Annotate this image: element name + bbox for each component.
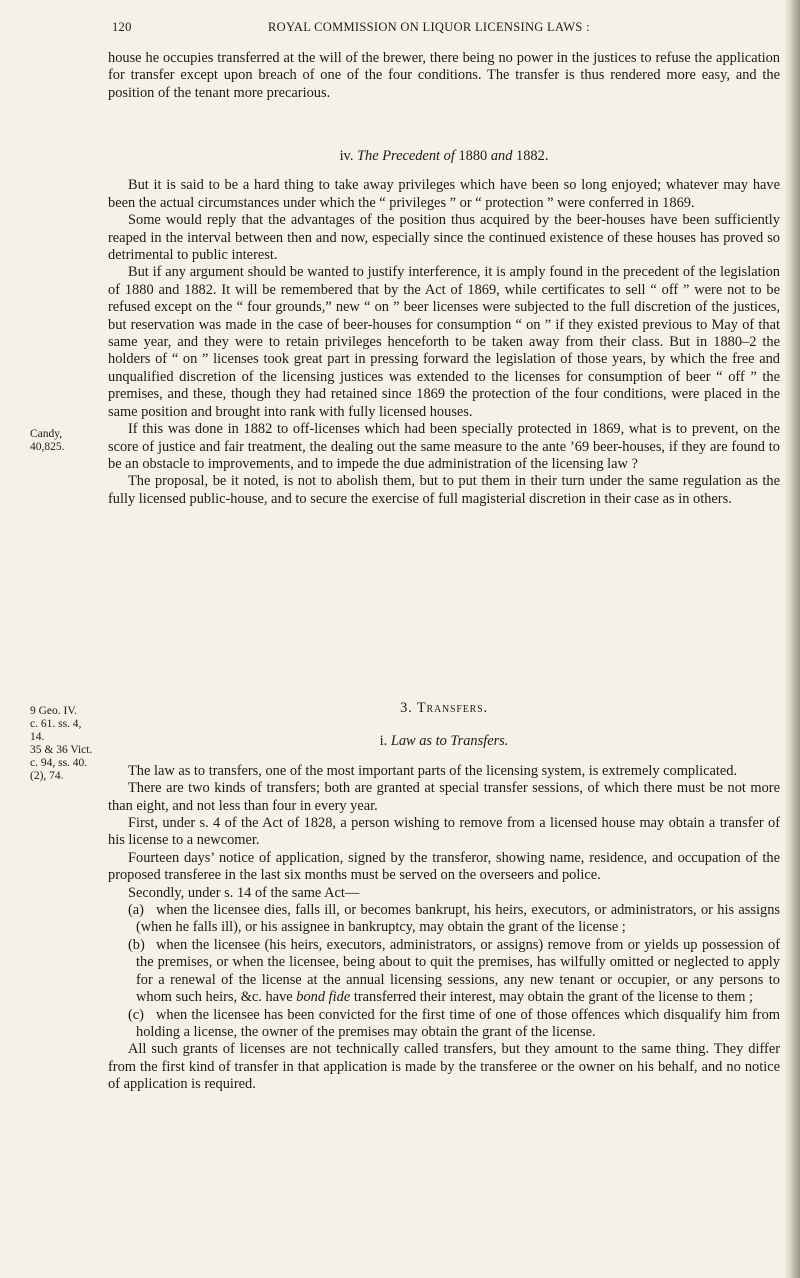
- list-item-label: (a): [128, 902, 144, 919]
- section-iv-paragraph: But it is said to be a hard thing to take away privileges which have been so long enjoyed; whatever may have been the actual circumstances under which the “ privileges ” or “ protection ” were conferred in 1869.: [108, 177, 780, 211]
- section-iv-title-5: 1882.: [516, 148, 549, 164]
- page-number: 120: [112, 20, 132, 34]
- list-item: [108, 1007, 780, 1042]
- transfers-paragraph: There are two kinds of transfers; both are granted at special transfer sessions, of which there must be not more than eight, and not less than four in every year.: [108, 780, 780, 814]
- margin-note-statutes: [30, 705, 106, 783]
- list-item-italic: bond fide: [296, 989, 351, 1006]
- list-item-text: transferred their interest, may obtain the grant of the license to them ;: [353, 989, 754, 1006]
- section-iv-numeral: iv.: [339, 148, 354, 164]
- conditions-list: [108, 902, 780, 1041]
- list-item-text: when the licensee dies, falls ill, or becomes bankrupt, his heirs, executors, or administrators, or his assigns (when he falls ill), or his assignee in bankruptcy, may obtain the grant of the license ;: [136, 902, 780, 936]
- transfers-heading-text: Transfers.: [416, 700, 488, 716]
- transfers-heading: [108, 700, 780, 717]
- margin-note-line: Candy,: [30, 428, 63, 440]
- intro-paragraph: house he occupies transferred at the will of the brewer, there being no power in the justices to refuse the application for transfer except upon breach of one of the four conditions. The transfer is thus rendered more easy, and the position of the tenant more precarious.: [108, 50, 780, 101]
- margin-note-line: 40,825.: [30, 441, 65, 453]
- transfers-paragraph: The law as to transfers, one of the most important parts of the licensing system, is extremely complicated.: [128, 762, 738, 779]
- section-iv-paragraph: But if any argument should be wanted to justify interference, it is amply found in the precedent of the legislation of 1880 and 1882. It will be remembered that by the Act of 1869, while certificates to sell “ off ” were not to be refused except on the “ four grounds,” new “ on ” beer licenses were subjected to the full discretion of the justices, but reservation was made in the case of beer-houses for consumption “ on ” if they existed previous to May of that same year, and they were to retain privileges henceforth to be taken away from their class. But in 1880–2 the holders of “ on ” licenses took great part in pressing forward the legislation of those years, by which the free and unqualified discretion of the licensing justices was extended to the licenses for consumption of beer “ off ” the premises, and these, though they had retained since 1869 the protection of the four conditions, were placed in the same position and brought into rank with fully licensed houses.: [108, 264, 780, 420]
- margin-note-line: 9 Geo. IV.: [30, 705, 78, 717]
- section-transfers: [108, 700, 780, 1094]
- section-iv: [108, 148, 780, 508]
- margin-note-line: c. 61. ss. 4,: [30, 718, 82, 730]
- page-edge-shadow: [784, 0, 800, 1278]
- section-iv-title-4: and: [490, 148, 513, 164]
- list-item-text: when the licensee (his heirs, executors, administrators, or assigns) remove from or yields up possession of the premises, or when the licensee, being about to quit the premises, has wilfully omitted or neglected to apply for a renewal of the license at the annual licensing sessions, any new tenant or occupier, or any persons to whom such heirs, &c. have: [136, 936, 780, 1006]
- section-iv-title-1: The Precedent: [357, 148, 441, 164]
- list-item: [108, 902, 780, 937]
- sub-title: Law as to Transfers.: [390, 733, 509, 750]
- list-item-text: when the licensee has been convicted for the first time of one of those offences which disqualify him from holding a license, the owner of the premises may obtain the grant of the license.: [136, 1006, 780, 1040]
- section-iv-title-3: 1880: [458, 148, 488, 164]
- margin-note-candy: [30, 428, 106, 454]
- running-header: [0, 20, 800, 40]
- running-title: ROYAL COMMISSION ON LIQUOR LICENSING LAWS :: [268, 20, 590, 34]
- transfers-paragraph: Fourteen days’ notice of application, signed by the transferor, showing name, residence, and occupation of the proposed transferee in the last six months must be served on the overseers and police.: [108, 849, 780, 884]
- margin-note-line: (2), 74.: [30, 770, 64, 782]
- intro-block: [108, 50, 780, 102]
- margin-note-line: 35 & 36 Vict.: [30, 744, 93, 756]
- transfers-heading-number: 3.: [400, 700, 413, 716]
- section-iv-heading: [108, 148, 780, 165]
- sub-numeral: i.: [379, 733, 388, 750]
- law-as-to-transfers-heading: [108, 733, 780, 750]
- list-item-label: (c): [128, 1006, 144, 1023]
- margin-note-line: c. 94, ss. 40.: [30, 757, 88, 769]
- section-iv-title-2: of: [443, 148, 455, 164]
- section-iv-paragraph: Some would reply that the advantages of the position thus acquired by the beer-houses have been sufficiently reaped in the interval between then and now, especially since the continued existence of these houses has proved so detrimental to public interest.: [108, 212, 780, 264]
- section-iv-paragraph: The proposal, be it noted, is not to abolish them, but to put them in their turn under the same regulation as the fully licensed public-house, and to secure the exercise of full magisterial discretion in their case as in others.: [108, 473, 780, 507]
- transfers-paragraph: First, under s. 4 of the Act of 1828, a person wishing to remove from a licensed house may obtain a transfer of his license to a newcomer.: [108, 815, 780, 849]
- margin-note-line: 14.: [30, 731, 45, 743]
- closing-paragraph: All such grants of licenses are not technically called transfers, but they amount to the same thing. They differ from the first kind of transfer in that application is made by the transferee or the owner on his behalf, and no notice of application is required.: [108, 1041, 780, 1093]
- list-item: [108, 937, 780, 1007]
- list-item-label: (b): [128, 936, 145, 953]
- section-iv-paragraph: If this was done in 1882 to off-licenses which had been specially protected in 1869, what is to prevent, on the score of justice and fair treatment, the dealing out the same measure to the ante ’69 beer-houses, if they are found to be an obstacle to improvements, and to impede the due administration of the licensing law ?: [108, 421, 780, 472]
- transfers-paragraph: Secondly, under s. 14 of the same Act—: [128, 884, 360, 901]
